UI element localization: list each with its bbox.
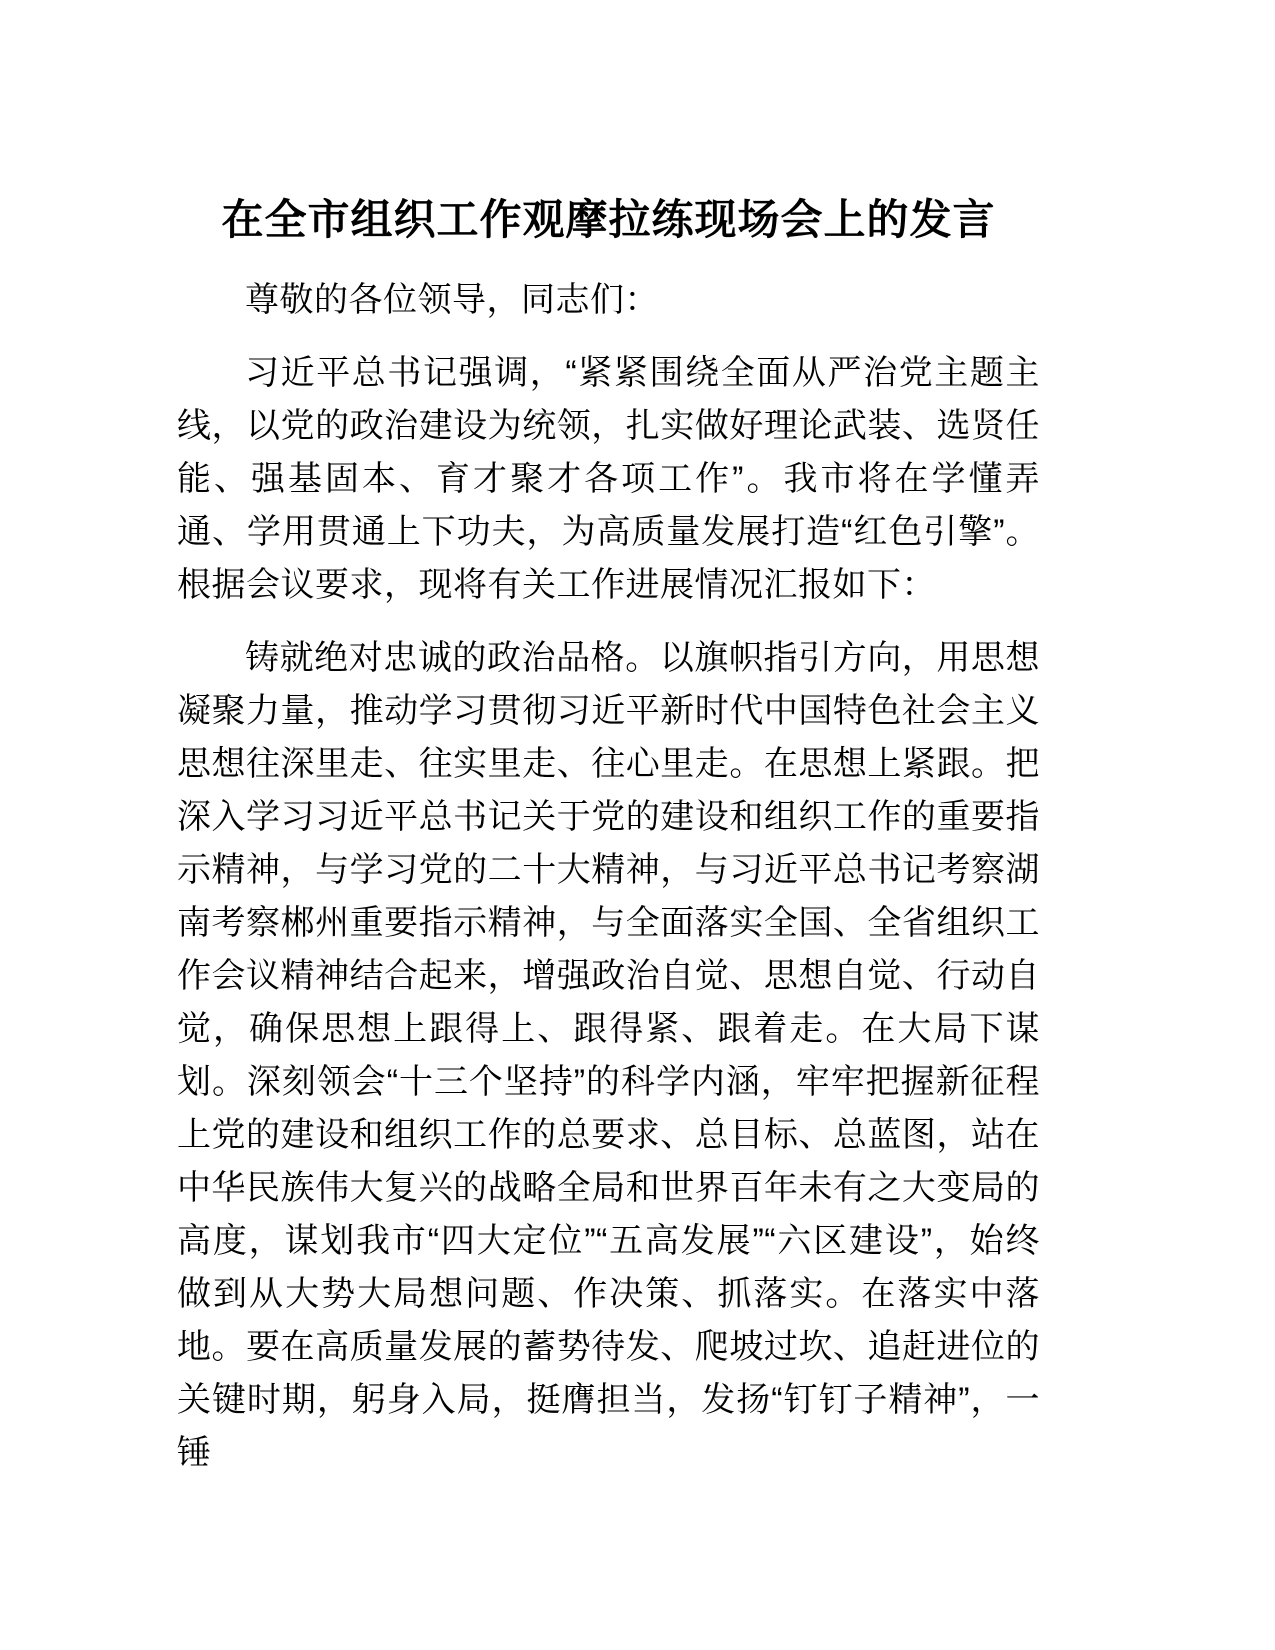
paragraph-body: 铸就绝对忠诚的政治品格。以旗帜指引方向，用思想凝聚力量，推动学习贯彻习近平新时代中国特色社会主义思想往深里走、往实里走、往心里走。在思想上紧跟。把深入学习习近平总书记关于党的建设和组织工作的重要指示精神，与学习党的二十大精神，与习近平总书记考察湖南考察郴州重要指示精神，与全面落实全国、全省组织工作会议精神结合起来，增强政治自觉、思想自觉、行动自觉，确保思想上跟得上、跟得紧、跟着走。在大局下谋划。深刻领会“十三个坚持”的科学内涵，牢牢把握新征程上党的建设和组织工作的总要求、总目标、总蓝图，站在中华民族伟大复兴的战略全局和世界百年未有之大变局的高度，谋划我市“四大定位”“五高发展”“六区建设”，始终做到从大势大局想问题、作决策、抓落实。在落实中落地。要在高质量发展的蓄势待发、爬坡过坎、追赶进位的关键时期，躬身入局，挺膺担当，发扬“钉钉子精神”，一锤 (177, 639, 1040, 1472)
paragraph-salutation: 尊敬的各位领导，同志们： (245, 281, 659, 319)
document-title: 在全市组织工作观摩拉练现场会上的发言 (221, 196, 996, 243)
paragraph-intro: 习近平总书记强调，“紧紧围绕全面从严治党主题主线，以党的政治建设为统领，扎实做好理论武装、选贤任能、强基固本、育才聚才各项工作”。我市将在学懂弄通、学用贯通上下功夫，为高质量发展打造“红色引擎”。根据会议要求，现将有关工作进展情况汇报如下： (177, 354, 1040, 604)
